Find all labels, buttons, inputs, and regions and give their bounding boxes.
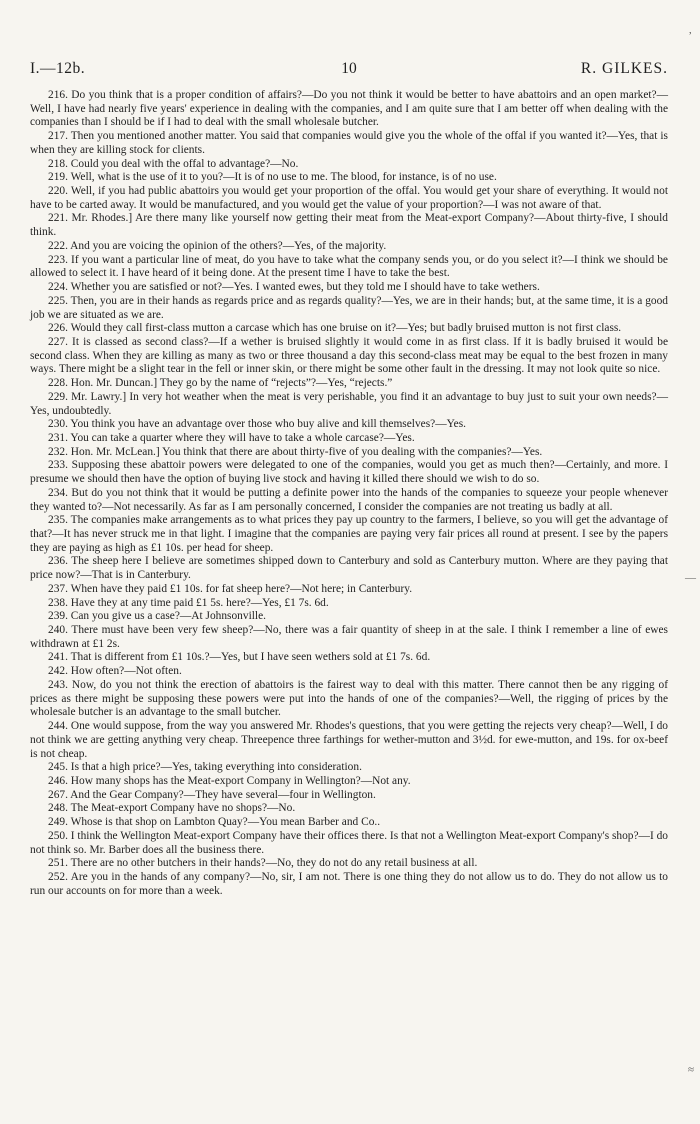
question-answer-paragraph: 217. Then you mentioned another matter. You said that companies would give you the whole of the offal if you wanted it?—Yes, that is when they are killing stock for clients. [30, 130, 668, 156]
question-answer-paragraph: 252. Are you in the hands of any company?—No, sir, I am not. There is one thing they do not allow us to do. They do not allow us to run our accounts on for more than a week. [30, 870, 668, 897]
question-answer-paragraph: 241. That is different from £1 10s.?—Yes, but I have seen wethers sold at £1 7s. 6d. [48, 651, 431, 664]
question-answer-paragraph: 249. Whose is that shop on Lambton Quay?—You mean Barber and Co.. [48, 816, 381, 829]
question-answer-paragraph: 234. But do you not think that it would be putting a definite power into the hands of the companies to squeeze your people whenever they wanted to?—Not necessarily. As far as I am personally concerned, I consider the companies are not treating us badly at all. [30, 486, 668, 513]
question-answer-paragraph: 228. Hon. Mr. Duncan.] They go by the name of “rejects”?—Yes, “rejects.” [48, 377, 393, 390]
question-answer-paragraph: 242. How often?—Not often. [48, 665, 182, 678]
question-answer-paragraph: 216. Do you think that is a proper condition of affairs?—Do you not think it would be better to have abattoirs and an open market?—Well, I have had nearly five years' experience in dealing with the companies, and I am quite sure that I am better off when dealing with the companies than I should be if I had to deal with the small wholesale butcher. [30, 89, 668, 129]
page-number: 10 [341, 60, 357, 77]
question-answer-paragraph: 227. It is classed as second class?—If a wether is bruised slightly it would come in as first class. If it is badly bruised it would be second class. When they are killing as many as two or three thousand a day this second-class meat may be equal to the best frozen in many ways. There might be a slight tear in the fell or inner skin, or there might be some other fault in the dressing. It may not look quite so nice. [30, 335, 668, 376]
question-answer-paragraph: 233. Supposing these abattoir powers were delegated to one of the companies, would you get as much then?—Certainly, and more. I presume we should then have the option of buying live stock and having it killed there should we wish to do so. [30, 459, 668, 486]
question-answer-paragraph: 238. Have they at any time paid £1 5s. here?—Yes, £1 7s. 6d. [48, 596, 329, 609]
question-answer-paragraph: 219. Well, what is the use of it to you?—It is of no use to me. The blood, for instance, is of no use. [48, 171, 497, 184]
witness-name: R. GILKES. [580, 60, 668, 77]
question-answer-paragraph: 246. How many shops has the Meat-export Company in Wellington?—Not any. [48, 774, 411, 787]
question-answer-paragraph: 223. If you want a particular line of meat, do you have to take what the company sends you, or do you select it?—I think we should be allowed to select it. I have heard of it being done. At the present time I have to take the best. [30, 253, 668, 280]
question-answer-paragraph: 221. Mr. Rhodes.] Are there many like yourself now getting their meat from the Meat-export Company?—About thirty-five, I should think. [30, 212, 668, 239]
question-answer-paragraph: 250. I think the Wellington Meat-export Company have their offices there. Is that not a Wellington Meat-export Company's shop?—I do not think so. Mr. Barber does all the business there. [30, 829, 668, 856]
question-answer-paragraph: 231. You can take a quarter where they will have to take a whole carcase?—Yes. [48, 431, 415, 444]
document-reference: I.—12b. [30, 60, 86, 77]
question-answer-paragraph: 220. Well, if you had public abattoirs you would get your proportion of the offal. You would get your share of everything. It would not have to be carted away. It would be manufactured, and you would get the value of your proportion?—I was not aware of that. [30, 185, 668, 211]
question-answer-paragraph: 218. Could you deal with the offal to advantage?—No. [48, 157, 299, 170]
question-answer-paragraph: 267. And the Gear Company?—They have several—four in Wellington. [48, 788, 376, 801]
question-answer-paragraph: 235. The companies make arrangements as to what prices they pay up country to the farmers, I believe, so you will get the advantage of that?—It has never struck me in that light. I imagine that the companies are paying very fair prices all round at present. I see by the papers they are paying as high as £1 10s. per head for sheep. [30, 514, 668, 554]
question-answer-paragraph: 240. There must have been very few sheep?—No, there was a fair quantity of sheep in at the sale. I think I remember a line of ewes withdrawn at £1 2s. [30, 624, 668, 650]
question-answer-paragraph: 243. Now, do you not think the erection of abattoirs is the fairest way to deal with this matter. There cannot then be any rigging of prices as there might be supposing these powers were put into the hands of one of the companies?—Well, the rigging of prices by the wholesale butcher is an advantage to the small butcher. [30, 678, 668, 719]
question-answer-paragraph: 236. The sheep here I believe are sometimes shipped down to Canterbury and sold as Canterbury mutton. Where are they paying that price now?—That is in Canterbury. [30, 555, 668, 582]
question-answer-paragraph: 244. One would suppose, from the way you answered Mr. Rhodes's questions, that you were getting the rejects very cheap?—Well, I do not think we are getting anything very cheap. Threepence three farthings for wether-mutton and 3½d. for ewe-mutton, and 19s. for ox-beef is not cheap. [30, 720, 668, 760]
evidence-text [30, 89, 668, 898]
question-answer-paragraph: 226. Would they call first-class mutton a carcase which has one bruise on it?—Yes; but badly bruised mutton is not first class. [48, 322, 622, 335]
question-answer-paragraph: 225. Then, you are in their hands as regards price and as regards quality?—Yes, we are in their hands; but, at the same time, it is a good job we are situated as we are. [30, 294, 668, 321]
margin-mark: — [685, 572, 696, 584]
question-answer-paragraph: 239. Can you give us a case?—At Johnsonville. [48, 610, 266, 623]
question-answer-paragraph: 229. Mr. Lawry.] In very hot weather when the meat is very perishable, you find it an advantage to buy just to suit your own needs?—Yes, undoubtedly. [30, 390, 668, 417]
question-answer-paragraph: 224. Whether you are satisfied or not?—Yes. I wanted ewes, but they told me I should have to take wethers. [48, 281, 540, 294]
question-answer-paragraph: 245. Is that a high price?—Yes, taking everything into consideration. [48, 761, 362, 774]
question-answer-paragraph: 251. There are no other butchers in their hands?—No, they do not do any retail business at all. [48, 857, 478, 870]
question-answer-paragraph: 248. The Meat-export Company have no shops?—No. [48, 802, 296, 815]
margin-mark: ≈ [687, 1064, 694, 1076]
margin-mark: ’ [688, 30, 692, 42]
question-answer-paragraph: 222. And you are voicing the opinion of the others?—Yes, of the majority. [48, 239, 387, 252]
question-answer-paragraph: 232. Hon. Mr. McLean.] You think that there are about thirty-five of you dealing with the companies?—Yes. [48, 445, 543, 458]
question-answer-paragraph: 230. You think you have an advantage over those who buy alive and kill themselves?—Yes. [48, 418, 467, 431]
page-header [30, 60, 668, 80]
question-answer-paragraph: 237. When have they paid £1 10s. for fat sheep here?—Not here; in Canterbury. [48, 582, 413, 595]
